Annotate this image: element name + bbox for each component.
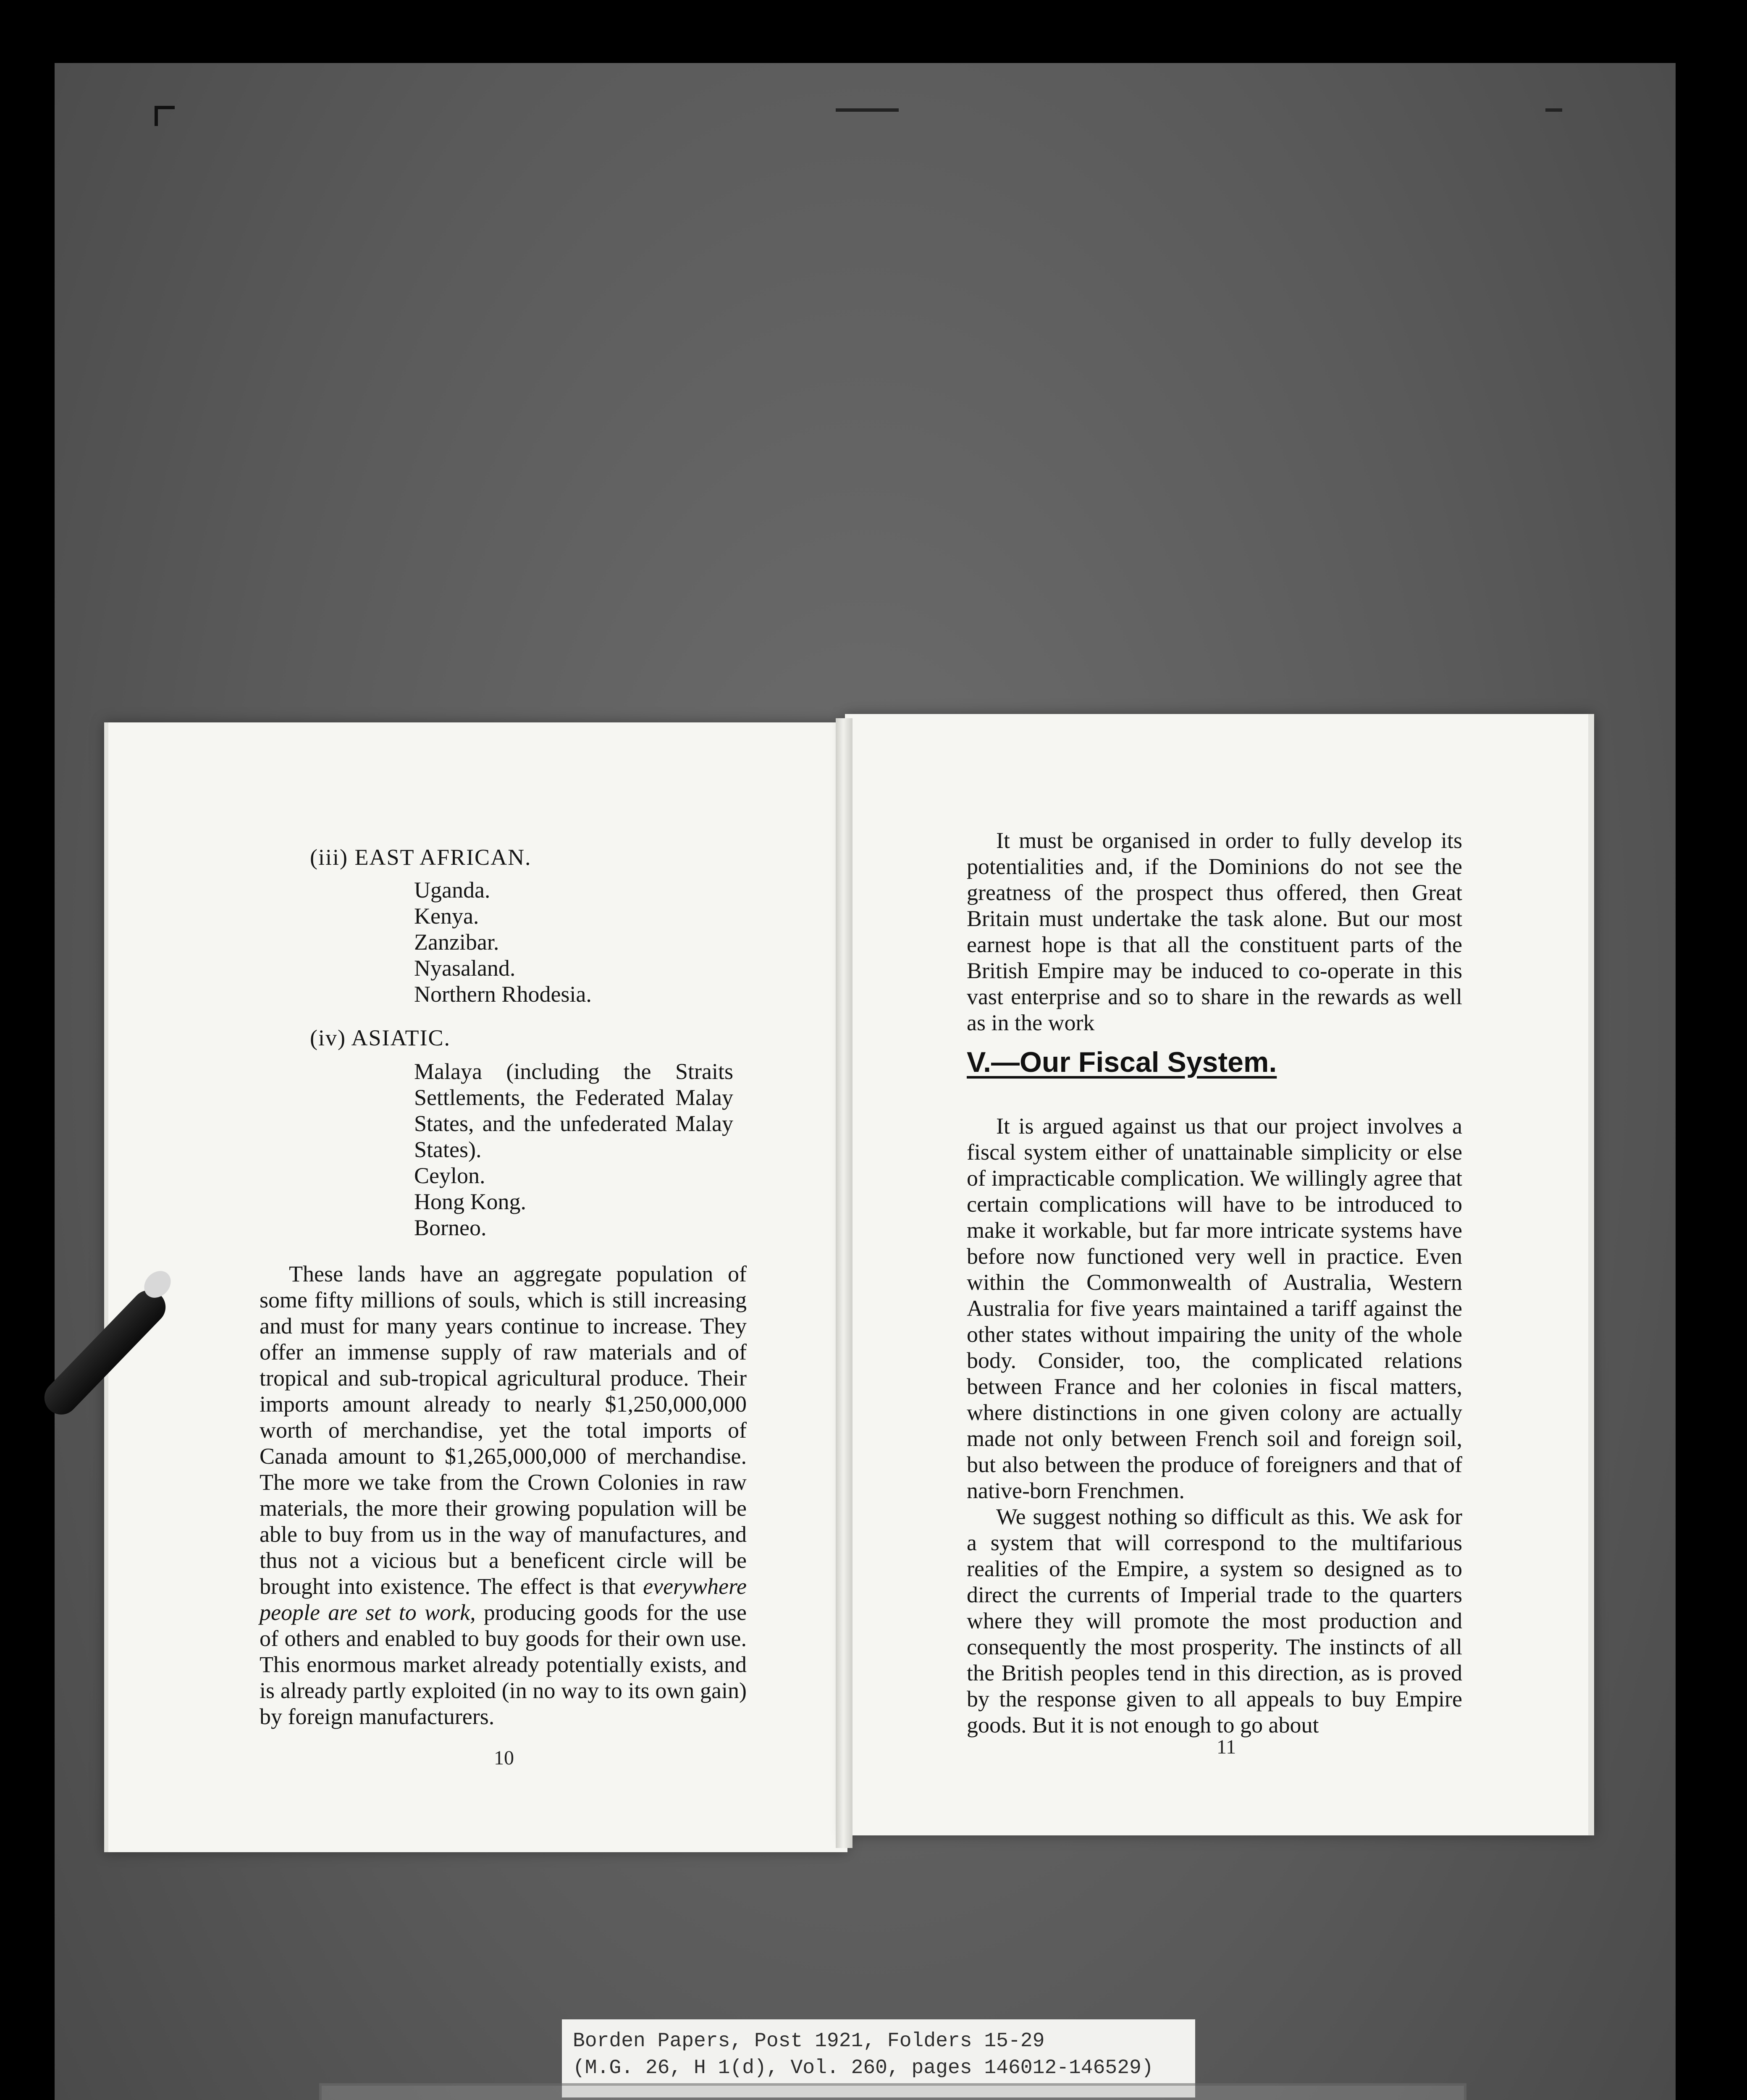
paragraph: It must be organised in order to fully develop its potentialities and, if the Dominions do not see the greatness of the prospect thus offered, then Great Britain must undertake the task alone. But our most earnest hope is that all the constituent parts of the British Empire may be induced to co-operate in this vast enterprise and so to share in the rewards as well as in the work [967,828,1462,1035]
list-item: Kenya. [414,903,479,929]
paragraph: It is argued against us that our project involves a fiscal system either of unattainable simplicity or else of impracticable complication. We willingly agree that certain complications will have to be introduced to make it workable, but far more intricate systems have before now functioned very well in practice. Even within the Commonwealth of Australia, Western Australia for five years maintained a tariff against the other states without impairing the unity of the whole body. Consider, too, the complicated relations between France and her colonies in fiscal matters, where distinctions in one given colony are actually made not only between French soil and foreign soil, but also between the produce of foreigners and that of native-born Frenchmen. [967,1113,1462,1503]
paragraph: We suggest nothing so difficult as this. We ask for a system that will correspond to the multifarious realities of the Empire, a system so designed as to direct the currents of Imperial trade to the quarters where they will promote the most production and consequently the most prosperity. The instincts of all the British peoples tend in this direction, as is proved by the response given to all appeals to buy Empire goods. But it is not enough to go about [967,1504,1462,1738]
film-edge-mark [836,108,899,112]
region-iv-list [414,1163,526,1241]
paragraph-text: producing goods for the use of others and enabled to buy goods for their own use. This enormous market already potentially exists, and is already partly exploited (in no way to its own gain) by foreign manufacturers. [260,1600,747,1729]
list-item: Uganda. [414,877,491,903]
region-iii-heading: (iii) EAST AFRICAN. [310,845,532,870]
region-iv-malaya: Malaya (including the Straits Settlements, the Federated Malay States, and the unfederated Malay States). [414,1059,733,1162]
card-sleeve [319,2083,1466,2100]
list-item: Zanzibar. [414,929,499,955]
region-iv-heading: (iv) ASIATIC. [310,1025,451,1050]
list-item: Ceylon. [414,1163,485,1188]
page-number: 11 [1217,1736,1236,1758]
book-spine [836,718,853,1848]
corner-registration-mark [155,106,175,126]
population-paragraph [260,1261,747,1730]
paragraph-text: These lands have an aggregate population of some fifty millions of souls, which is still increasing and must for many years continue to increase. They offer an immense supply of raw materials and of tropical and sub-tropical agricultural produce. Their imports amount already to nearly $1,250,000,000 worth of merchandise, yet the total imports of Canada amount to $1,265,000,000 of merchandise. The more we take from the Crown Colonies in raw materials, the more their growing population will be able to buy from us in the way of manufactures, and thus not a vicious but a beneficent circle will be brought into existence. The effect is that [260,1261,747,1599]
list-item: Borneo. [414,1215,487,1240]
list-item: Nyasaland. [414,956,516,981]
list-item: Hong Kong. [414,1189,526,1214]
paragraph-italic-text: everywhere people are set to work, [260,1574,747,1625]
film-edge-mark [1545,108,1562,112]
list-item: Northern Rhodesia. [414,982,592,1007]
reference-line: (M.G. 26, H 1(d), Vol. 260, pages 146012-146529) [573,2057,1154,2079]
reference-line: Borden Papers, Post 1921, Folders 15-29 [573,2030,1045,2053]
region-iii-list [414,877,592,1007]
right-page [845,714,1594,1835]
section-title: V.—Our Fiscal System. [967,1046,1277,1078]
left-page [104,722,847,1852]
page-number: 10 [494,1747,514,1769]
